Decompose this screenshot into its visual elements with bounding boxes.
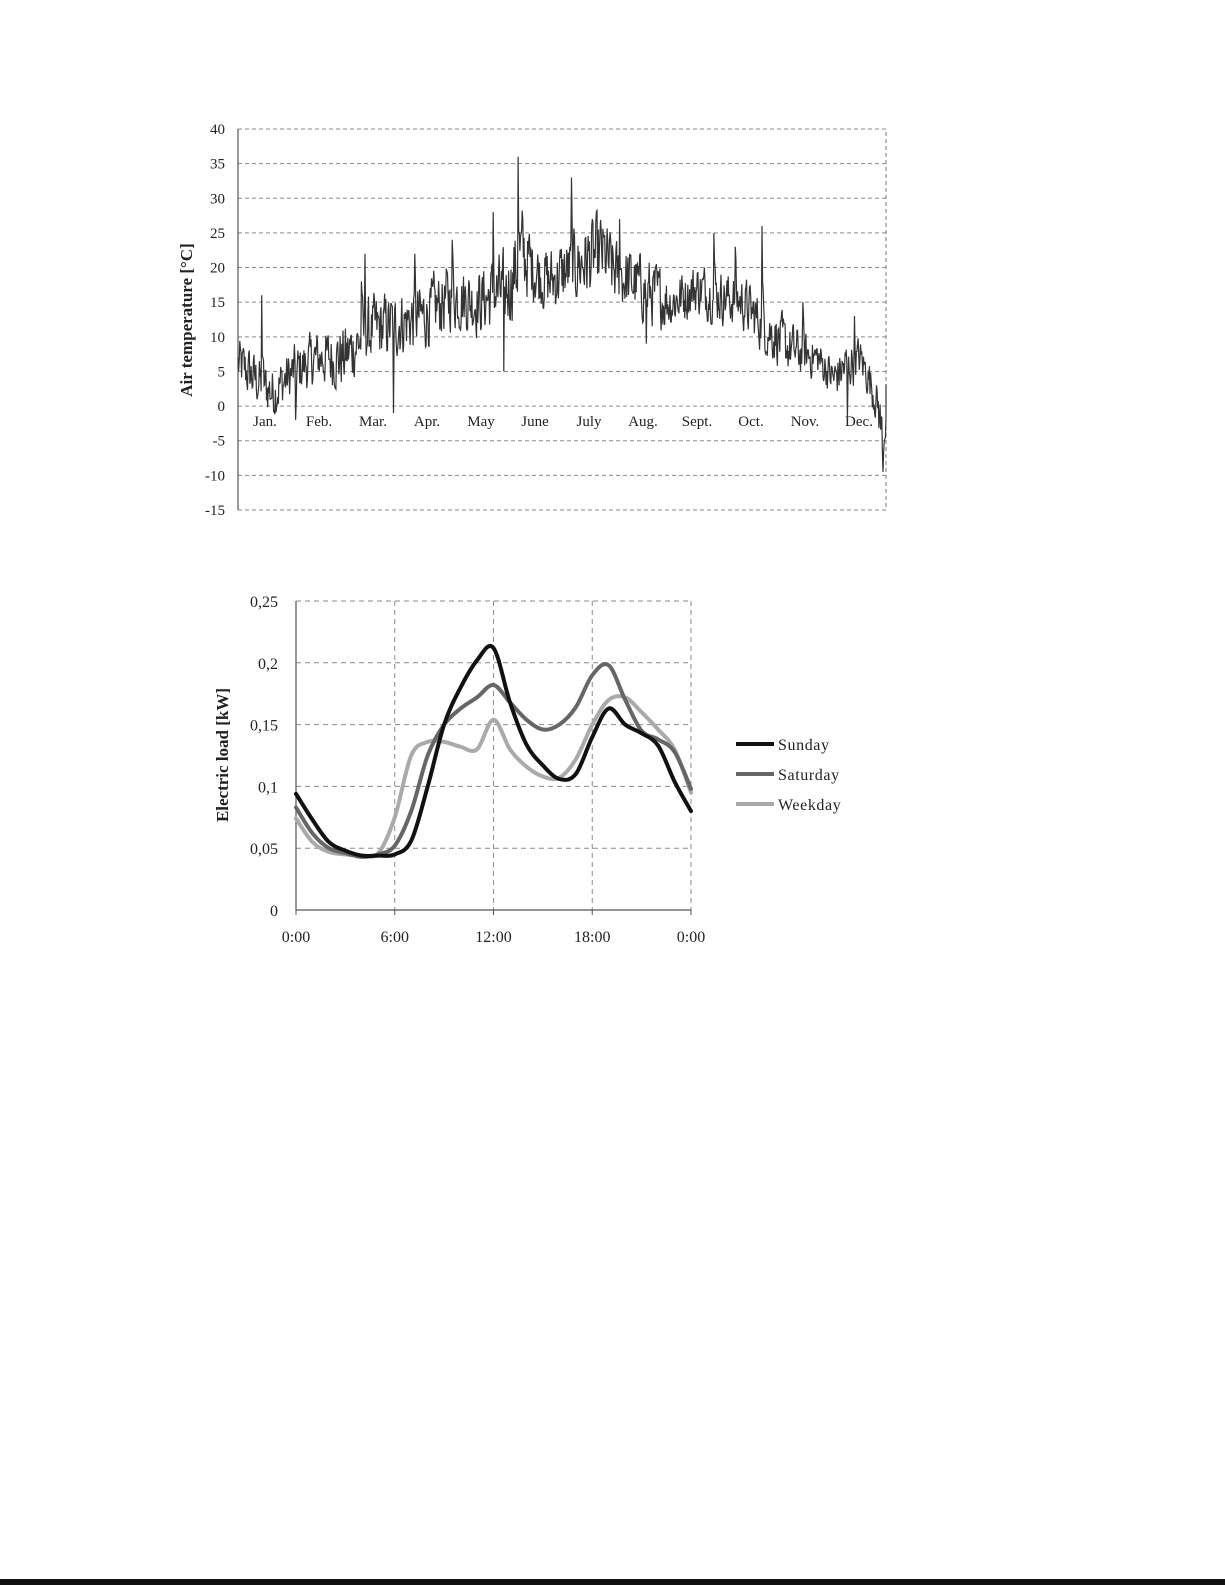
- load-y-tick-label: 0,2: [258, 655, 278, 673]
- temp-plot-frame: [238, 129, 886, 510]
- legend-label-sunday: Sunday: [778, 737, 830, 754]
- air-temperature-chart: [150, 110, 910, 530]
- temp-y-tick-label: 40: [210, 122, 225, 138]
- temp-y-axis-label: Air temperature [°C]: [177, 243, 196, 397]
- temp-y-tick-label: 30: [210, 191, 225, 208]
- temp-month-label: Mar.: [359, 414, 387, 431]
- temp-month-label: July: [576, 414, 602, 431]
- temp-month-label: Oct.: [738, 414, 764, 431]
- load-x-tick-label: 6:00: [380, 929, 409, 946]
- load-legend: [736, 737, 841, 814]
- electric-load-chart: [200, 580, 880, 960]
- temp-y-tick-label: -5: [212, 433, 225, 450]
- temp-month-label: Sept.: [681, 414, 713, 431]
- temp-y-tick-label: 20: [210, 260, 225, 277]
- legend-label-saturday: Saturday: [778, 767, 840, 784]
- load-y-tick-label: 0,15: [250, 717, 278, 735]
- load-y-tick-label: 0: [270, 903, 278, 920]
- load-x-tick-labels: [282, 929, 705, 946]
- temp-y-tick-label: 15: [210, 295, 225, 312]
- load-x-tick-label: 0:00: [676, 929, 706, 946]
- temp-y-tick-labels: [205, 122, 225, 519]
- temp-y-tick-label: -15: [205, 503, 225, 519]
- load-y-tick-label: 0,1: [258, 779, 278, 797]
- temp-y-tick-label: 35: [210, 156, 225, 173]
- load-x-tick-label: 0:00: [281, 929, 311, 946]
- temp-y-tick-label: 5: [217, 364, 225, 381]
- load-y-tick-label: 0,25: [250, 594, 278, 611]
- temp-y-tick-label: 0: [217, 399, 225, 416]
- temp-month-label: Jan.: [253, 414, 277, 431]
- temp-y-tick-label: -10: [205, 468, 225, 485]
- legend-label-weekday: Weekday: [778, 797, 842, 814]
- temp-month-label: Aug.: [628, 414, 658, 431]
- temp-y-tick-label: 10: [210, 329, 225, 346]
- temp-month-label: May: [467, 414, 495, 431]
- temp-gridlines: [238, 129, 886, 510]
- page-bottom-rule: [0, 1579, 1225, 1585]
- load-x-tick-label: 18:00: [574, 929, 611, 946]
- load-y-tick-labels: [250, 594, 278, 920]
- temp-month-label: Dec.: [845, 414, 873, 431]
- temp-month-label: June: [521, 414, 549, 431]
- air-temperature-series-line: [238, 157, 886, 472]
- temp-month-label: Apr.: [413, 414, 441, 431]
- load-y-axis-label: Electric load [kW]: [213, 687, 232, 823]
- temp-month-label: Feb.: [305, 414, 333, 431]
- load-y-tick-label: 0,05: [250, 841, 278, 859]
- load-x-tick-label: 12:00: [475, 929, 512, 946]
- temp-month-label: Nov.: [790, 414, 820, 431]
- temp-y-tick-label: 25: [210, 225, 225, 242]
- temp-month-labels: [253, 414, 873, 430]
